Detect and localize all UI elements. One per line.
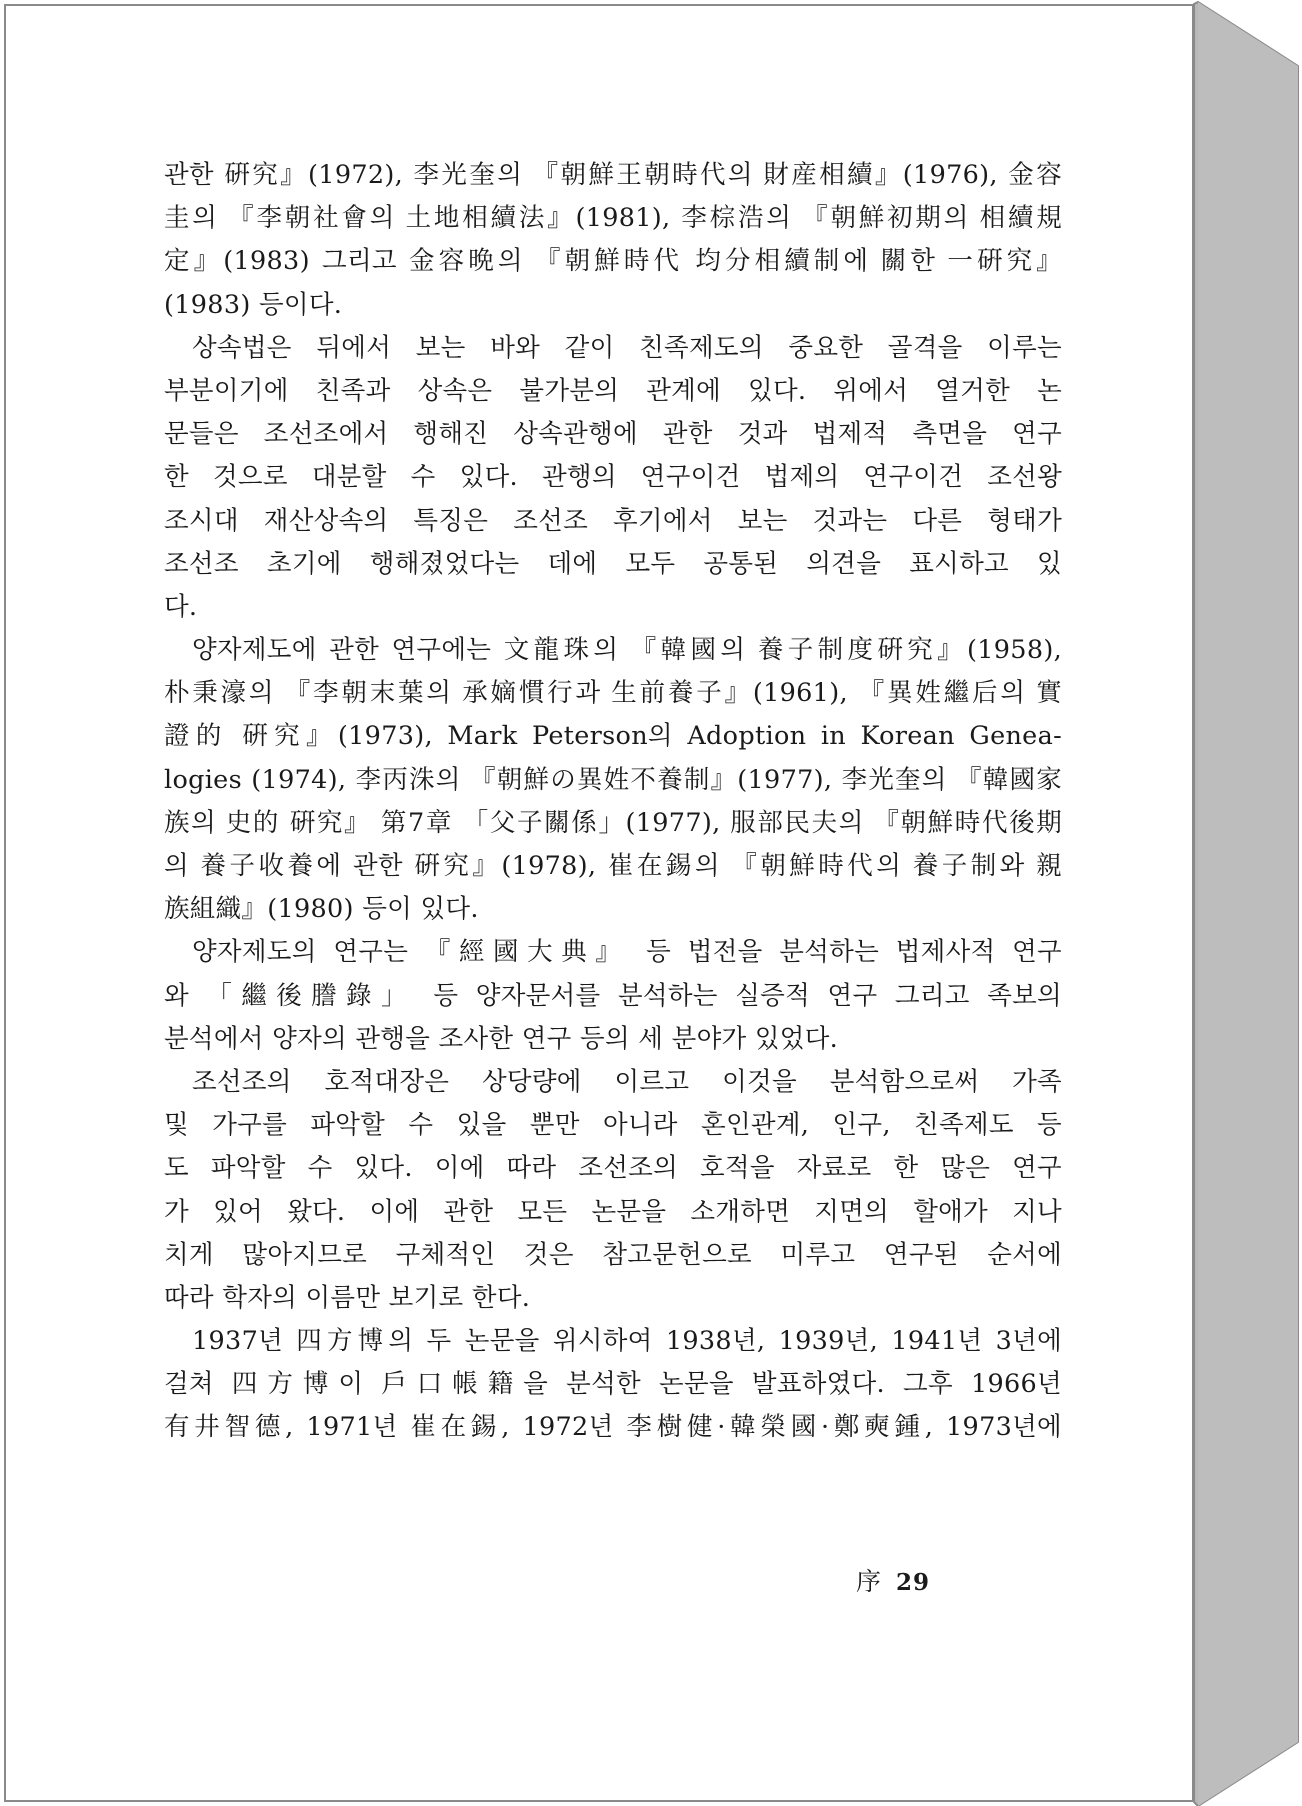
text-line: 族의 史的 硏究』 第7章 「父子關係」(1977), 服部民夫의 『朝鮮時代後期 <box>164 807 1062 838</box>
text-line: 조선조 초기에 행해졌었다는 데에 모두 공통된 의견을 표시하고 있 <box>164 548 1062 579</box>
text-line: 朴秉濠의 『李朝末葉의 承嫡慣行과 生前養子』(1961), 『異姓繼后의 實 <box>164 678 1062 709</box>
text-line: 證的 硏究』(1973), Mark Peterson의 Adoption in Korean Genea- <box>164 721 1062 752</box>
page-footer <box>856 1562 930 1598</box>
text-line: 양자제도의 연구는 『經國大典』 등 법전을 분석하는 법제사적 연구 <box>192 937 1062 968</box>
text-line: 한 것으로 대분할 수 있다. 관행의 연구이건 법제의 연구이건 조선왕 <box>164 462 1062 493</box>
text-line: 분석에서 양자의 관행을 조사한 연구 등의 세 분야가 있었다. <box>164 1023 839 1054</box>
text-line: 상속법은 뒤에서 보는 바와 같이 친족제도의 중요한 골격을 이루는 <box>192 332 1062 363</box>
text-line: 조시대 재산상속의 특징은 조선조 후기에서 보는 것과는 다른 형태가 <box>164 505 1062 536</box>
text-line: 族組織』(1980) 등이 있다. <box>164 894 479 925</box>
text-line: logies (1974), 李丙洙의 『朝鮮の異姓不養制』(1977), 李光奎의 『韓國家 <box>164 764 1062 795</box>
text-line: 와 「繼後謄錄」 등 양자문서를 분석하는 실증적 연구 그리고 족보의 <box>164 980 1062 1011</box>
text-line: 문들은 조선조에서 행해진 상속관행에 관한 것과 법제적 측면을 연구 <box>164 419 1062 450</box>
footer-section-label: 序 <box>855 1567 882 1596</box>
page-number: 29 <box>895 1569 930 1596</box>
text-line: 의 養子收養에 관한 硏究』(1978), 崔在錫의 『朝鮮時代의 養子制와 親 <box>164 851 1062 881</box>
text-line: 부분이기에 친족과 상속은 불가분의 관계에 있다. 위에서 열거한 논 <box>164 375 1062 406</box>
text-line: 圭의 『李朝社會의 土地相續法』(1981), 李棕浩의 『朝鮮初期의 相續規 <box>164 203 1062 234</box>
text-line: 따라 학자의 이름만 보기로 한다. <box>164 1282 531 1313</box>
text-line: 도 파악할 수 있다. 이에 따라 조선조의 호적을 자료로 한 많은 연구 <box>164 1153 1062 1184</box>
text-line: 다. <box>164 591 198 622</box>
book-page <box>4 4 1194 1802</box>
text-line: 조선조의 호적대장은 상당량에 이르고 이것을 분석함으로써 가족 <box>192 1066 1062 1097</box>
text-line: 1937년 四方博의 두 논문을 위시하여 1938년, 1939년, 1941년 3년에 <box>192 1326 1062 1357</box>
text-line: 치게 많아지므로 구체적인 것은 참고문헌으로 미루고 연구된 순서에 <box>164 1239 1062 1270</box>
text-line: (1983) 등이다. <box>164 289 343 320</box>
text-line: 양자제도에 관한 연구에는 文龍珠의 『韓國의 養子制度硏究』(1958), <box>192 635 1062 666</box>
text-line: 걸쳐 四方博이 戶口帳籍을 분석한 논문을 발표하였다. 그후 1966년 <box>164 1369 1062 1400</box>
page-text-body <box>164 154 1062 1450</box>
text-line: 定』(1983) 그리고 金容晩의 『朝鮮時代 均分相續制에 關한 一硏究』 <box>164 246 1062 277</box>
text-line: 및 가구를 파악할 수 있을 뿐만 아니라 혼인관계, 인구, 친족제도 등 <box>164 1110 1062 1141</box>
text-line: 가 있어 왔다. 이에 관한 모든 논문을 소개하면 지면의 할애가 지나 <box>164 1196 1062 1227</box>
text-line: 관한 硏究』(1972), 李光奎의 『朝鮮王朝時代의 財産相續』(1976), 金容 <box>164 160 1062 190</box>
text-line: 有井智德, 1971년 崔在錫, 1972년 李樹健·韓榮國·鄭奭鍾, 1973년에 <box>164 1412 1062 1443</box>
